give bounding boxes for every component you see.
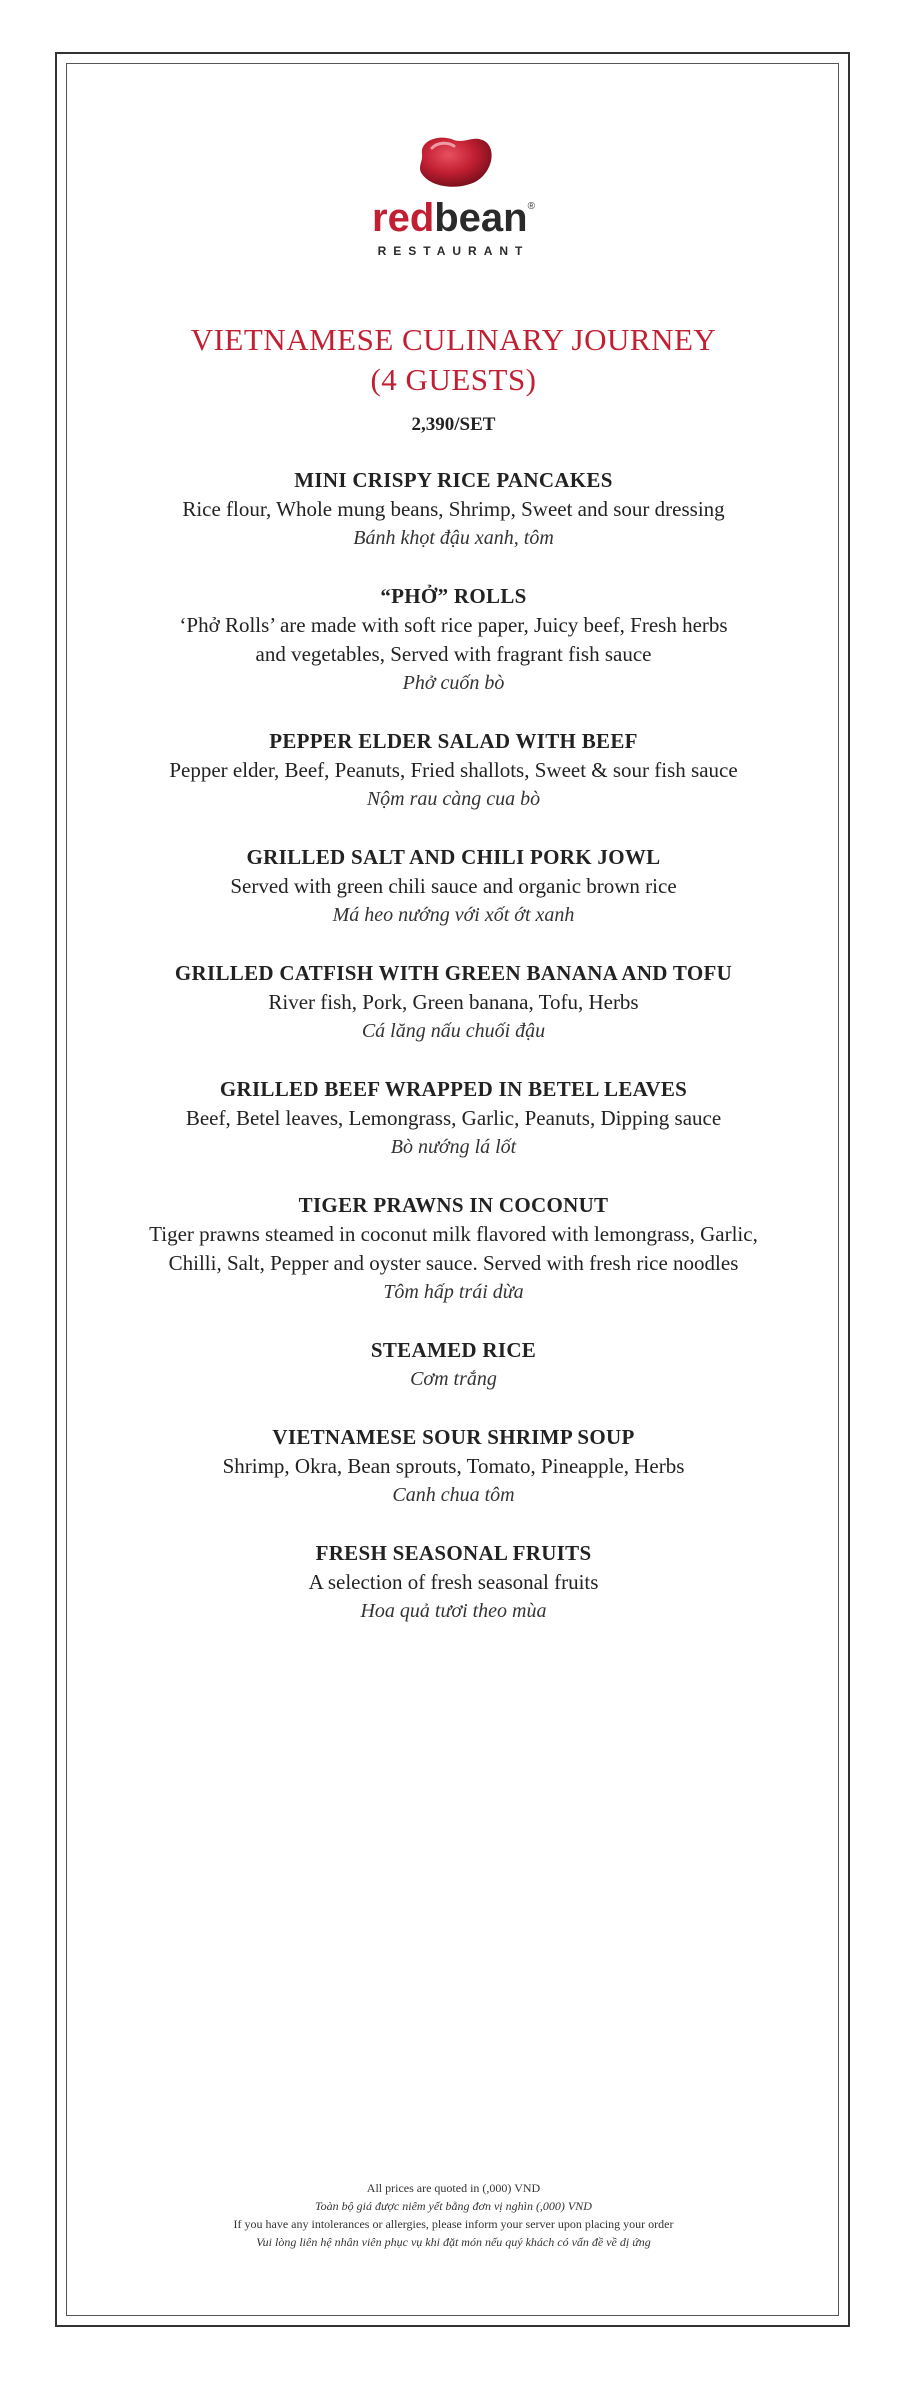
course-name: FRESH SEASONAL FRUITS — [315, 1541, 592, 1565]
course-name: VIETNAMESE SOUR SHRIMP SOUP — [272, 1425, 635, 1449]
course-description: Beef, Betel leaves, Lemongrass, Garlic, Peanuts, Dipping sauce — [185, 1106, 722, 1130]
footer-allergy-note-vi: Vui lòng liên hệ nhân viên phục vụ khi đặt món nếu quý khách có vấn đề về dị ứng — [256, 2235, 651, 2249]
footer-price-note-vi: Toàn bộ giá được niêm yết bằng đơn vị nghìn (,000) VND — [315, 2199, 592, 2213]
registered-mark: ® — [527, 201, 535, 212]
course-item — [100, 1539, 807, 1626]
course-name: GRILLED SALT AND CHILI PORK JOWL — [246, 845, 661, 869]
course-item — [100, 1191, 807, 1307]
course-vietnamese-name: Cơm trắng — [410, 1368, 497, 1390]
logo — [0, 132, 907, 192]
course-description: Served with green chili sauce and organic brown rice — [230, 874, 677, 898]
footer-notes — [0, 2179, 907, 2251]
course-name: PEPPER ELDER SALAD WITH BEEF — [269, 729, 638, 753]
footer-price-note: All prices are quoted in (,000) VND — [366, 2181, 541, 2195]
menu-title-line2: (4 GUESTS) — [370, 362, 537, 397]
course-list — [100, 466, 807, 1655]
brand-wordmark — [0, 198, 907, 238]
menu-title-line1: VIETNAMESE CULINARY JOURNEY — [190, 322, 717, 357]
course-name: GRILLED BEEF WRAPPED IN BETEL LEAVES — [219, 1077, 688, 1101]
course-vietnamese-name: Phở cuốn bò — [402, 672, 505, 694]
course-name: GRILLED CATFISH WITH GREEN BANANA AND TOFU — [174, 961, 733, 985]
course-item — [100, 727, 807, 814]
footer-allergy-note: If you have any intolerances or allergies, please inform your server upon placing your order — [233, 2217, 674, 2231]
brand-subtitle: RESTAURANT — [377, 244, 530, 258]
red-bean-icon — [412, 132, 496, 192]
course-item — [100, 1336, 807, 1394]
course-item — [100, 959, 807, 1046]
course-name: STEAMED RICE — [370, 1338, 537, 1362]
course-name: TIGER PRAWNS IN COCONUT — [298, 1193, 609, 1217]
course-vietnamese-name: Canh chua tôm — [392, 1484, 515, 1506]
course-item — [100, 466, 807, 553]
course-description: Shrimp, Okra, Bean sprouts, Tomato, Pineapple, Herbs — [222, 1454, 685, 1478]
course-item — [100, 1075, 807, 1162]
course-item — [100, 843, 807, 930]
course-vietnamese-name: Bò nướng lá lốt — [390, 1136, 517, 1158]
brand-name-dark: bean — [434, 196, 528, 240]
course-vietnamese-name: Cá lăng nấu chuối đậu — [361, 1020, 546, 1042]
set-price: 2,390/SET — [411, 414, 496, 435]
course-description: Tiger prawns steamed in coconut milk flavored with lemongrass, Garlic, Chilli, Salt, Pepper and oyster sauce. Served with fresh rice noodles — [149, 1222, 758, 1275]
course-item — [100, 1423, 807, 1510]
course-description: ‘Phở Rolls’ are made with soft rice paper, Juicy beef, Fresh herbs and vegetables, Served with fragrant fish sauce — [179, 613, 728, 666]
course-vietnamese-name: Nộm rau càng cua bò — [366, 788, 541, 810]
menu-title — [0, 320, 907, 400]
course-name: “PHỞ” ROLLS — [380, 584, 527, 608]
course-item — [100, 582, 807, 698]
course-description: Rice flour, Whole mung beans, Shrimp, Sweet and sour dressing — [182, 497, 725, 521]
course-vietnamese-name: Bánh khọt đậu xanh, tôm — [353, 527, 554, 549]
course-vietnamese-name: Tôm hấp trái dừa — [383, 1281, 524, 1303]
brand-name-red: red — [372, 196, 435, 240]
course-description: A selection of fresh seasonal fruits — [308, 1570, 599, 1594]
course-vietnamese-name: Hoa quả tươi theo mùa — [360, 1600, 547, 1622]
course-description: River fish, Pork, Green banana, Tofu, Herbs — [268, 990, 639, 1014]
course-name: MINI CRISPY RICE PANCAKES — [294, 468, 613, 492]
course-vietnamese-name: Má heo nướng với xốt ớt xanh — [332, 904, 575, 926]
course-description: Pepper elder, Beef, Peanuts, Fried shallots, Sweet & sour fish sauce — [169, 758, 738, 782]
